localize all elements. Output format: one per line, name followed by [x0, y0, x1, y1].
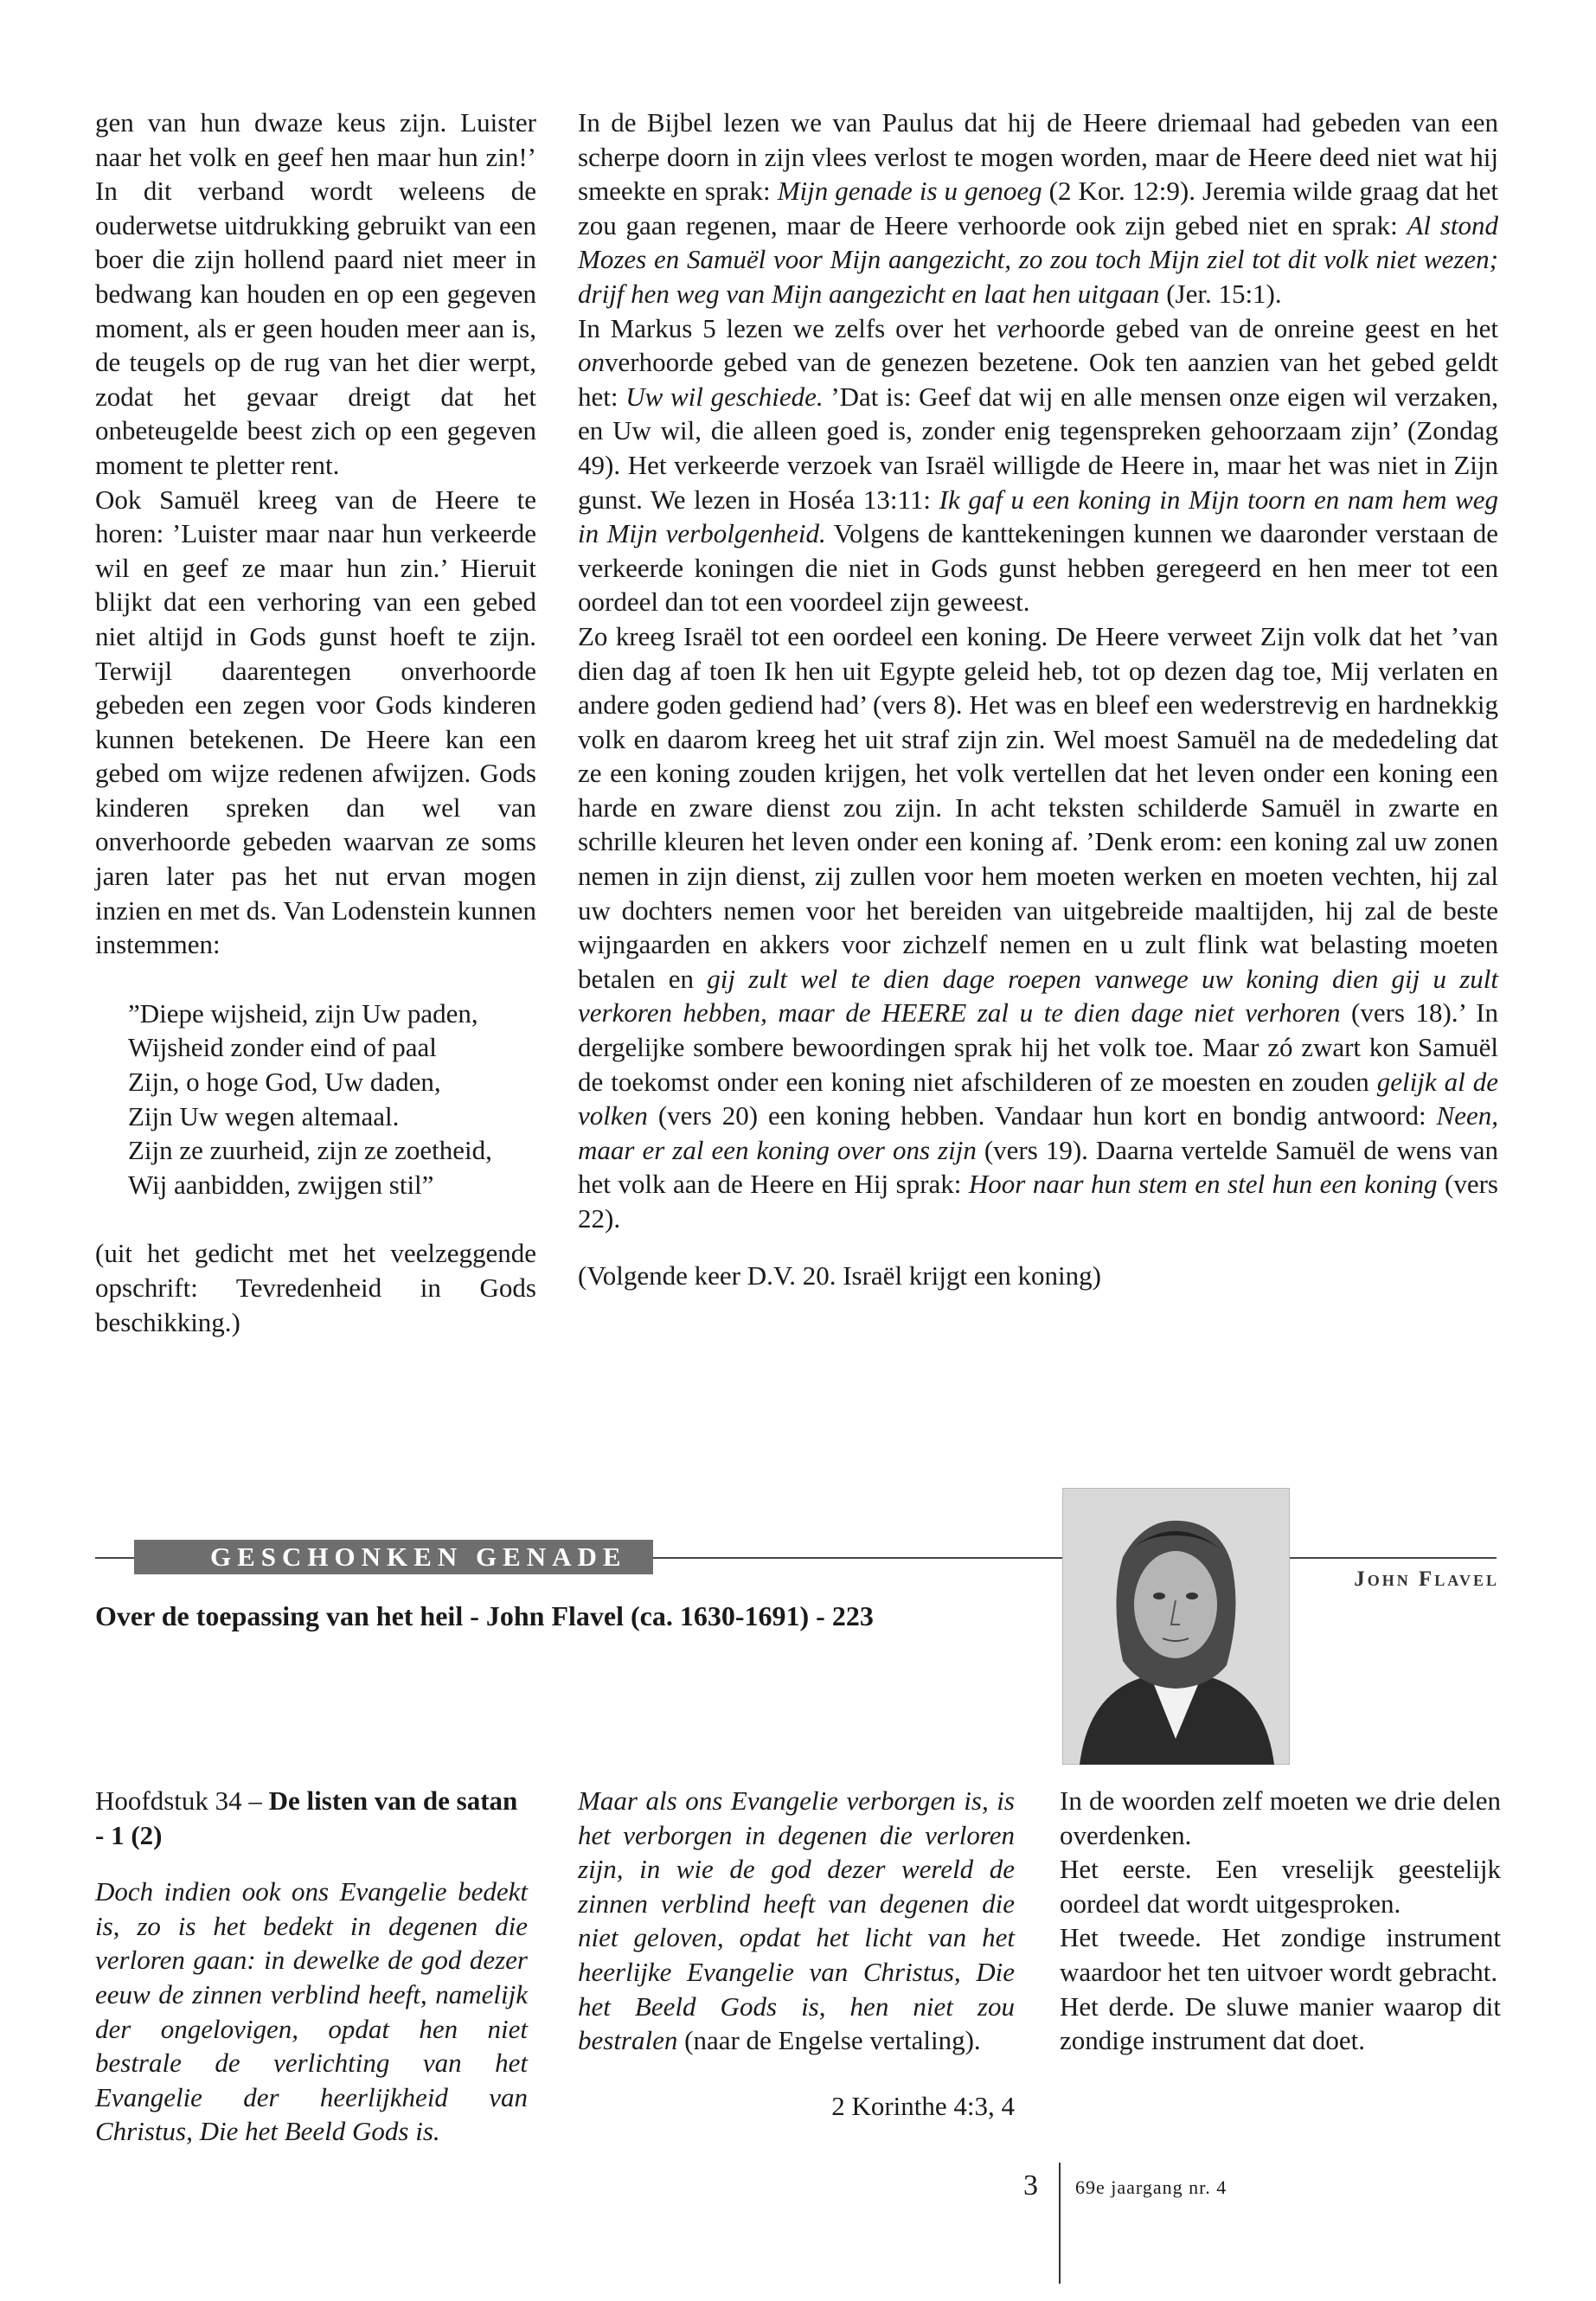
paragraph: Het eerste. Een vreselijk geestelijk oordeel dat wordt uitgesproken.	[1060, 1854, 1501, 1919]
paragraph: gen van hun dwaze keus zijn. Luister naar het volk en geef hen maar hun zin!’ In dit verband wordt weleens de ouderwetse uitdrukking gebruikt van een boer die zijn hollend paard niet meer in bedwang kan houden en op een gegeven moment, als er geen houden meer aan is, de teugels op de rug van het dier werpt, zodat het gevaar dreigt dat het onbeteugelde beest zich op een gegeven moment te pletter rent.	[95, 107, 536, 480]
translation-column	[578, 1784, 1015, 2123]
chapter-column	[95, 1784, 528, 2149]
paragraph: In Markus 5 lezen we zelfs over het verhoorde gebed van de onreine geest en het onverhoorde gebed van de genezen bezetene. Ook ten aanzien van het gebed geldt het: Uw wil geschiede. ’Dat is: Geef dat wij en alle mensen onze eigen wil verzaken, en Uw wil, die alleen goed is, zonder enig tegenspreken gehoorzaam zijn’ (Zondag 49). Het verkeerde verzoek van Israël willigde de Heere in, maar het was niet in Zijn gunst. We lezen in Hoséa 13:11: Ik gaf u een koning in Mijn toorn en nam hem weg in Mijn verbolgenheid. Volgens de kanttekeningen kunnen we daaronder verstaan de verkeerde koningen die niet in Gods gunst hebben geregeerd en hen meer tot een oordeel dan tot een voordeel zijn geweest.	[578, 312, 1499, 618]
paragraph: Het tweede. Het zondige instrument waardoor het ten uitvoer wordt gebracht.	[1060, 1922, 1501, 1987]
footer-divider	[1059, 2163, 1061, 2284]
poem-line: Wij aanbidden, zwijgen stil”	[128, 1169, 434, 1200]
article-subtitle: Over de toepassing van het heil - John Flavel (ca. 1630-1691) - 223	[95, 1600, 874, 1631]
poem-line: ”Diepe wijsheid, zijn Uw paden,	[128, 997, 478, 1029]
poem-line: Wijsheid zonder eind of paal	[128, 1032, 437, 1063]
paragraph: In de woorden zelf moeten we drie delen overdenken.	[1060, 1785, 1501, 1850]
author-portrait	[1062, 1488, 1290, 1765]
scripture-quote: Doch indien ook ons Evangelie bedekt is, zo is het bedekt in degenen die verloren gaan: in dewelke de god dezer eeuw de zinnen verblind heeft, namelijk der ongelovigen, opdat hen niet bestrale de verlichting van het Evangelie der heerlijkheid van Christus, Die het Beeld Gods is.	[95, 1876, 528, 2147]
overview-column	[1060, 1784, 1501, 2058]
poem-line: Zijn Uw wegen altemaal.	[128, 1100, 400, 1131]
poem-line: Zijn, o hoge God, Uw daden,	[128, 1067, 441, 1098]
next-issue-note: (Volgende keer D.V. 20. Israël krijgt een koning)	[578, 1259, 1101, 1291]
poem-source: (uit het gedicht met het veelzeggende opschrift: Tevredenheid in Gods beschikking.)	[95, 1238, 536, 1337]
paragraph: Ook Samuël kreeg van de Heere te horen: ’Luister maar naar hun verkeerde wil en geef ze maar hun zin.’ Hieruit blijkt dat een verhoring van een gebed niet altijd in Gods gunst hoeft te zijn. Terwijl daarentegen onverhoorde gebeden een zegen voor Gods kinderen kunnen betekenen. De Heere kan een gebed om wijze redenen afwijzen. Gods kinderen spreken dan wel van onverhoorde gebeden waarvan ze soms jaren later pas het nut ervan mogen inzien en met ds. Van Lodenstein kunnen instemmen:	[95, 484, 536, 960]
article-column-right	[578, 106, 1498, 1292]
scripture-reference: 2 Korinthe 4:3, 4	[831, 2090, 1015, 2121]
translation-quote: Maar als ons Evangelie verborgen is, is het verborgen in degenen die verloren zijn, in wie de god dezer wereld de zinnen verblind heeft van degenen die niet geloven, opdat het licht van het heerlijke Evangelie van Christus, Die het Beeld Gods is, hen niet zou bestralen (naar de Engelse vertaling).	[578, 1785, 1015, 2056]
poem	[128, 997, 536, 1202]
poem-line: Zijn ze zuurheid, zijn ze zoetheid,	[128, 1135, 492, 1166]
article-column-left	[95, 106, 536, 1339]
page-number: 3	[1023, 2170, 1038, 2202]
author-name: John Flavel	[1354, 1567, 1499, 1591]
paragraph: In de Bijbel lezen we van Paulus dat hij de Heere driemaal had gebeden van een scherpe doorn in zijn vlees verlost te mogen worden, maar de Heere deed niet wat hij smeekte en sprak: Mijn genade is u genoeg (2 Kor. 12:9). Jeremia wilde graag dat het zou gaan regenen, maar de Heere verhoorde ook zijn gebed niet en sprak: Al stond Mozes en Samuël voor Mijn aangezicht, zo zou toch Mijn ziel tot dit volk niet wezen; drijf hen weg van Mijn aangezicht en laat hen uitgaan (Jer. 15:1).	[578, 107, 1499, 309]
section-banner: GESCHONKEN GENADE	[134, 1540, 653, 1574]
paragraph: Zo kreeg Israël tot een oordeel een koning. De Heere verweet Zijn volk dat het ’van dien dag af toen Ik hen uit Egypte geleid heb, tot op dezen dag toe, Mij verlaten en andere goden gediend had’ (vers 8). Het was en bleef een wederstrevig en hardnekkig volk en daarom kreeg het uit straf zijn zin. Wel moest Samuël na de mededeling dat ze een koning zouden krijgen, het volk vertellen dat het leven onder een koning een harde en zware dienst zou zijn. In acht teksten schilderde Samuël in zwarte en schrille kleuren het leven onder een koning af. ’Denk erom: een koning zal uw zonen nemen in zijn dienst, zij zullen voor hem moeten werken en moeten vechten, hij zal uw dochters nemen voor het bereiden van uitgebreide maaltijden, hij zal de beste wijngaarden en akkers voor zichzelf nemen en u zult flink wat belasting moeten betalen en gij zult wel te dien dage roepen vanwege uw koning dien gij u zult verkoren hebben, maar de HEERE zal u te dien dage niet verhoren (vers 18).’ In dergelijke sombere bewoordingen sprak hij het volk toe. Maar zó zwart kon Samuël de toekomst onder een koning niet afschilderen of ze moesten en zouden gelijk al de volken (vers 20) een koning hebben. Vandaar hun kort en bondig antwoord: Neen, maar er zal een koning over ons zijn (vers 19). Daarna vertelde Samuël de wens van het volk aan de Heere en Hij sprak: Hoor naar hun stem en stel hun een koning (vers 22).	[578, 620, 1499, 1234]
volume-label: 69e jaargang nr. 4	[1075, 2176, 1227, 2198]
chapter-heading: Hoofdstuk 34 – De listen van de satan - 1 (2)	[95, 1785, 518, 1850]
paragraph: Het derde. De sluwe manier waarop dit zondige instrument dat doet.	[1060, 1990, 1501, 2056]
